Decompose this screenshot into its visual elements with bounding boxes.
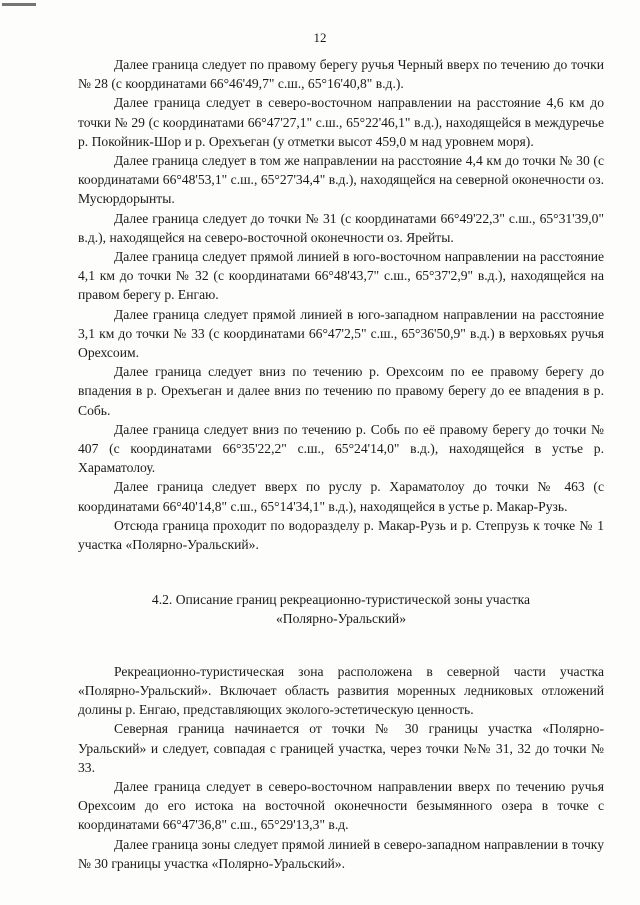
paragraph: Рекреационно-туристическая зона расположена в северной части участка «Полярно-Уральский». Включает область развития моренных ледниковых отложений долины р. Енгаю, представляющих эколого-эстетическую ценность. — [78, 663, 604, 718]
paragraph: Далее граница следует в северо-восточном направлении вверх по течению ручья Орехсоим до его истока на восточной оконечности безымянного озера в точке с координатами 66°47'36,8" с.ш., 65°29'13,3" в.д. — [78, 778, 604, 833]
paragraph: Далее граница следует прямой линией в юго-восточном направлении на расстояние 4,1 км до точки № 32 (с координатами 66°48'43,7" с.ш., 65°37'2,9" в.д.), находящейся на правом берегу р. Енгаю. — [78, 249, 604, 303]
paragraph: Далее граница следует в том же направлении на расстояние 4,4 км до точки № 30 (с координатами 66°48'53,1" с.ш., 65°27'34,4" в.д.), находящейся на северной оконечности оз. Мусюрдорынты. — [78, 153, 604, 207]
paragraph: Далее граница следует прямой линией в юго-западном направлении на расстояние 3,1 км до точки № 33 (с координатами 66°47'2,5" с.ш., 65°36'50,9" в.д.) в верховьях ручья Орехсоим. — [78, 306, 604, 361]
scan-corner-mark — [2, 3, 36, 6]
section-heading-line: 4.2. Описание границ рекреационно-туристической зоны участка — [151, 592, 531, 608]
paragraph: Далее граница следует до точки № 31 (с координатами 66°49'22,3" с.ш., 65°31'39,0" в.д.), находящейся на северо-восточной оконечности оз. Ярейты. — [78, 210, 604, 245]
paragraph: Отсюда граница проходит по водоразделу р. Макар-Рузь и р. Степрузь к точке № 1 участка «Полярно-Уральский». — [78, 517, 604, 553]
paragraph: Далее граница следует в северо-восточном направлении на расстояние 4,6 км до точки № 29 (с координатами 66°47'27,1" с.ш., 65°22'46,1" в.д.), находящейся в междуречье р. Покойник-Шор и р. Орехъеган (у отметки высот 459,0 м над уровнем моря). — [78, 95, 604, 149]
paragraph: Северная граница начинается от точки № 30 границы участка «Полярно-Уральский» и следует, совпадая с границей участка, через точки №№ 31, 32 до точки № 33. — [78, 721, 604, 775]
page-number: 12 — [313, 30, 327, 45]
section-heading — [78, 590, 604, 628]
paragraph: Далее граница зоны следует прямой линией в северо-западном направлении в точку № 30 границы участка «Полярно-Уральский». — [78, 836, 604, 871]
paragraph: Далее граница следует вниз по течению р. Собь по её правому берегу до точки № 407 (с координатами 66°35'22,2" с.ш., 65°24'14,0" в.д.), находящейся в устье р. Хараматолоу. — [78, 421, 604, 476]
document-body — [78, 55, 604, 873]
paragraph: Далее граница следует вверх по руслу р. Хараматолоу до точки № 463 (с координатами 66°40'14,8" с.ш., 65°14'34,1" в.д.), находящейся в устье р. Макар-Рузь. — [78, 479, 604, 514]
paragraph: Далее граница следует вниз по течению р. Орехсоим по ее правому берегу до впадения в р. Орехъеган и далее вниз по течению по правому берегу до ее впадения в р. Собь. — [78, 364, 604, 418]
section-heading-line: «Полярно-Уральский» — [275, 611, 406, 627]
paragraph: Далее граница следует по правому берегу ручья Черный вверх по течению до точки № 28 (с координатами 66°46'49,7" с.ш., 65°16'40,8" в.д.). — [78, 57, 604, 92]
